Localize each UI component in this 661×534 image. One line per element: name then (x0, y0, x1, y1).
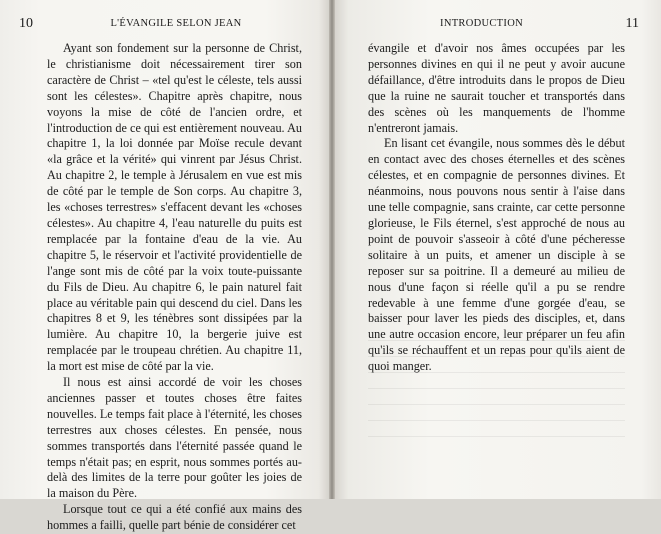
show-through-bleed (368, 340, 625, 450)
body-text (47, 41, 302, 534)
page-number: 10 (19, 16, 33, 31)
body-text (368, 41, 625, 375)
paragraph: En lisant cet évangile, nous sommes dès le début en contact avec des choses éternelles et des scènes célestes, et en compagnie de personnes divines. Et néanmoins, nous pouvons nous sentir à l'aise dans une telle compagnie, sans crainte, car cette personne glorieuse, le Fils éternel, s'est approché de nous au point de pouvoir s'asseoir à côté d'une pécheresse solitaire à un puits, et amener un disciple à se reposer sur sa poitrine. Il a demeuré au milieu de nous d'une façon si réelle qu'il a pu se rendre redevable à une femme d'une gorgée d'eau, se baisser pour laver les pieds des disciples, et, dans une autre occasion encore, leur préparer un feu afin qu'ils se réchauffent et un repas pour qu'ils aient de quoi manger. (368, 136, 625, 374)
page-number: 11 (625, 16, 639, 31)
paragraph: évangile et d'avoir nos âmes occupées par les personnes divines en qui il ne peut y avoir aucune défaillance, d'être introduits dans le propos de Dieu que la ruine ne saurait toucher et transportés dans des scènes où les manquements de l'homme n'entreront jamais. (368, 41, 625, 135)
paragraph: Il nous est ainsi accordé de voir les choses anciennes passer et toutes choses être faites nouvelles. Le temps fait place à l'éternité, les choses terrestres aux choses célestes. En pensée, nous sommes transportés dans l'éternité passée quand le temps n'était pas; en esprit, nous sommes portés au-delà des limites de la terre pour goûter les joies de la maison du Père. (47, 375, 302, 501)
right-page (332, 0, 661, 499)
book-gutter (329, 0, 335, 499)
paragraph: Ayant son fondement sur la personne de Christ, le christianisme doit nécessairement tirer son caractère de Christ – «tel qu'est le céleste, tels aussi sont les célestes». Chapitre après chapitre, nous voyons la mise de côté de l'ancien ordre, et l'introduction de ce qui est entièrement nouveau. Au chapitre 1, la loi donnée par Moïse recule devant «la grâce et la vérité» qui vinrent par Jésus Christ. Au chapitre 2, le temple à Jérusalem en vue est mis de côté par le temple de Son corps. Au chapitre 3, les «choses terrestres» s'effacent devant les «choses célestes». Au chapitre 4, l'eau naturelle du puits est remplacée par la fontaine d'eau de la vie. Au chapitre 5, le réservoir et l'activité providentielle de l'ange sont mis de côté par la voix toute-puissante du Fils de Dieu. Au chapitre 6, le pain naturel fait place au véritable pain qui descend du ciel. Dans les chapitres 8 et 9, les ténèbres sont dissipées par la lumière. Au chapitre 10, la bergerie juive est remplacée par le troupeau chrétien. Au chapitre 11, la mort est mise de côté par la vie. (47, 41, 302, 374)
paragraph: Lorsque tout ce qui a été confié aux mains des hommes a failli, quelle part bénie de considérer cet (47, 502, 302, 533)
running-head: INTRODUCTION (440, 18, 523, 29)
running-head: L'ÉVANGILE SELON JEAN (110, 18, 242, 29)
